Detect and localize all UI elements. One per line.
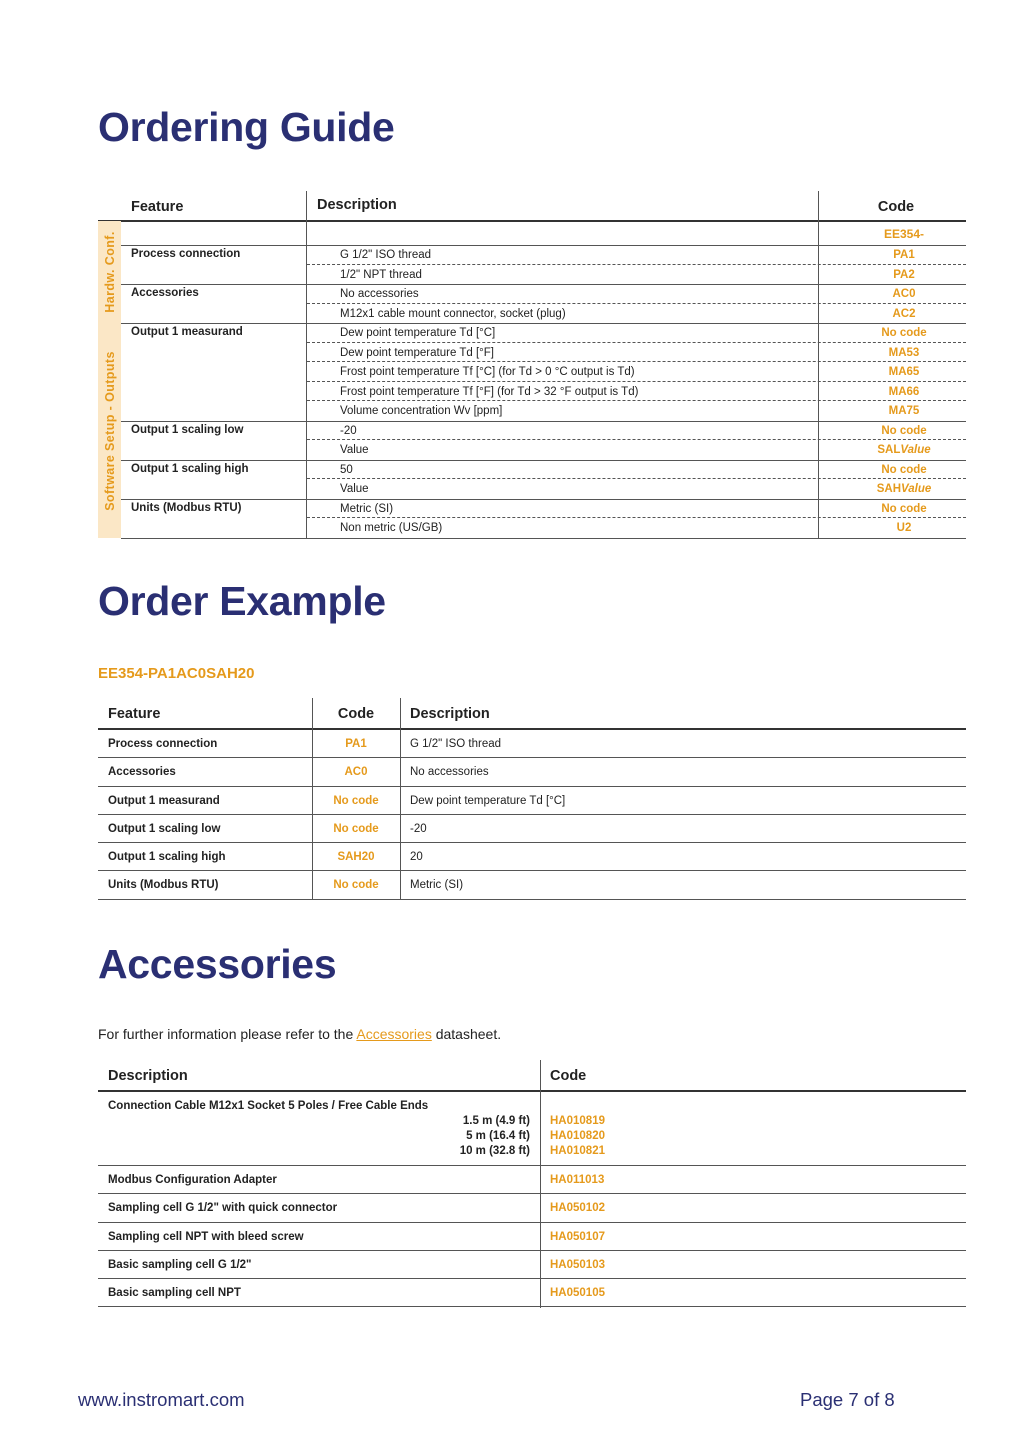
accessory-description: Sampling cell NPT with bleed screw: [108, 1230, 304, 1243]
example-description: G 1/2" ISO thread: [410, 738, 502, 750]
row-feature: Units (Modbus RTU): [131, 501, 242, 514]
ordering-row: [121, 460, 966, 480]
example-code: PA1: [345, 738, 367, 750]
row-code: No code: [881, 424, 927, 437]
accessory-code: HA050103: [550, 1258, 605, 1271]
sidebar-software: [98, 323, 121, 538]
accessory-description: Basic sampling cell NPT: [108, 1287, 241, 1300]
example-row: [98, 843, 966, 871]
accessory-description: Basic sampling cell G 1/2": [108, 1258, 252, 1271]
cable-length: 10 m (32.8 ft): [459, 1145, 530, 1157]
example-description: Dew point temperature Td [°C]: [410, 794, 566, 807]
row-code: SAHValue: [876, 483, 932, 495]
row-description: Value: [340, 483, 369, 495]
example-feature: Output 1 measurand: [108, 794, 220, 807]
intro-text-before: For further information please refer to the: [98, 1026, 357, 1042]
ordering-row: [121, 401, 966, 422]
example-row: [98, 787, 966, 815]
ordering-table-header: [98, 191, 966, 222]
accessories-datasheet-link[interactable]: Accessories: [356, 1026, 432, 1042]
row-code: AC0: [892, 288, 916, 300]
ordering-row: [121, 479, 966, 500]
cable-length: 5 m (16.4 ft): [466, 1130, 530, 1142]
accessory-code: HA050102: [550, 1202, 605, 1215]
accessories-intro: [98, 1026, 501, 1042]
row-code: MA65: [888, 366, 920, 378]
accessories-title: Accessories: [98, 941, 337, 987]
group-label-hardware: Hardw. Conf.: [102, 231, 117, 313]
ordering-row: [121, 323, 966, 343]
cable-code: HA010821: [550, 1145, 605, 1157]
cable-length: 1.5 m (4.9 ft): [462, 1115, 530, 1127]
row-description: Dew point temperature Td [°F]: [340, 346, 494, 359]
intro-text-after: datasheet.: [431, 1026, 502, 1042]
row-code: AC2: [892, 307, 916, 320]
example-code: AC0: [344, 766, 368, 779]
example-description: 20: [410, 851, 423, 864]
example-row: [98, 730, 966, 758]
example-description: No accessories: [410, 766, 489, 779]
example-description: Metric (SI): [410, 879, 464, 892]
cable-description: Connection Cable M12x1 Socket 5 Poles / Free Cable Ends: [108, 1100, 429, 1112]
example-row: [98, 758, 966, 786]
example-description: -20: [410, 822, 427, 835]
accessory-description: Modbus Configuration Adapter: [108, 1174, 277, 1186]
ordering-row: [121, 440, 966, 461]
header-feature: Feature: [131, 199, 184, 215]
base-code: EE354-: [883, 227, 925, 241]
footer-page-number: Page 7 of 8: [800, 1389, 895, 1410]
cable-row: [98, 1092, 966, 1166]
row-code: U2: [896, 522, 912, 534]
ordering-row: [121, 382, 966, 402]
cable-code: HA010820: [550, 1130, 605, 1142]
row-code: PA2: [893, 268, 915, 281]
example-header-feature: Feature: [108, 706, 161, 722]
row-description: No accessories: [340, 288, 419, 300]
row-code: No code: [881, 463, 927, 476]
example-table-header: [98, 698, 966, 730]
row-description: -20: [340, 424, 357, 437]
example-feature: Output 1 scaling low: [108, 822, 221, 835]
ordering-row: [121, 265, 966, 286]
row-code: SALValue: [877, 444, 931, 456]
row-feature: Output 1 scaling low: [131, 423, 244, 436]
row-code: No code: [881, 502, 927, 515]
example-code: SAH20: [337, 851, 375, 864]
row-code: MA53: [888, 346, 920, 359]
accessory-row: [98, 1279, 966, 1307]
ordering-guide-table: [98, 191, 966, 534]
group-label-software: Software Setup - Outputs: [102, 350, 117, 511]
example-feature: Process connection: [108, 738, 218, 750]
row-description: Frost point temperature Tf [°F] (for Td > 32 °F output is Td): [340, 385, 639, 398]
row-description: 1/2" NPT thread: [340, 268, 422, 281]
accessories-table-header: [98, 1060, 966, 1092]
ordering-row: [121, 245, 966, 265]
example-code: No code: [333, 879, 379, 892]
ordering-row: [121, 421, 966, 441]
order-example-title: Order Example: [98, 578, 386, 624]
row-description: 50: [340, 463, 353, 476]
row-description: Volume concentration Wv [ppm]: [340, 405, 503, 417]
example-feature: Units (Modbus RTU): [108, 879, 219, 892]
ordering-row: [121, 499, 966, 519]
cable-code: HA010819: [550, 1115, 605, 1127]
row-description: Metric (SI): [340, 502, 394, 515]
row-feature: Output 1 measurand: [131, 326, 243, 338]
example-row: [98, 815, 966, 843]
acc-header-code: Code: [550, 1068, 587, 1084]
accessory-row: [98, 1223, 966, 1251]
base-code-row: [121, 221, 966, 246]
header-code: Code: [877, 199, 915, 215]
example-feature: Output 1 scaling high: [108, 851, 226, 864]
accessories-table: [98, 1060, 966, 1307]
accessory-code: HA011013: [550, 1174, 605, 1186]
sidebar-hardware: [98, 221, 121, 323]
accessory-row: [98, 1166, 966, 1194]
example-header-code: Code: [337, 706, 375, 722]
row-feature: Accessories: [131, 287, 199, 299]
row-description: M12x1 cable mount connector, socket (plug): [340, 307, 566, 320]
row-description: G 1/2" ISO thread: [340, 249, 432, 261]
ordering-row: [121, 343, 966, 363]
example-header-description: Description: [410, 706, 490, 722]
order-example-table: [98, 698, 966, 900]
example-code: No code: [333, 794, 379, 807]
ordering-guide-title: Ordering Guide: [98, 104, 395, 150]
example-row: [98, 871, 966, 899]
accessory-code: HA050107: [550, 1230, 605, 1243]
accessory-row: [98, 1251, 966, 1279]
ordering-row: [121, 284, 966, 304]
footer-website[interactable]: www.instromart.com: [78, 1389, 245, 1410]
accessory-row: [98, 1194, 966, 1222]
row-code: PA1: [893, 249, 915, 261]
row-feature: Process connection: [131, 248, 241, 260]
row-description: Value: [340, 444, 369, 456]
example-code: No code: [333, 822, 379, 835]
row-feature: Output 1 scaling high: [131, 462, 249, 475]
acc-header-description: Description: [108, 1068, 188, 1084]
accessory-description: Sampling cell G 1/2" with quick connector: [108, 1202, 338, 1215]
row-description: Dew point temperature Td [°C]: [340, 327, 496, 339]
header-description: Description: [317, 197, 397, 213]
accessory-code: HA050105: [550, 1287, 605, 1300]
row-code: No code: [881, 327, 927, 339]
ordering-row: [121, 304, 966, 325]
row-description: Non metric (US/GB): [340, 522, 443, 534]
example-feature: Accessories: [108, 766, 176, 779]
row-description: Frost point temperature Tf [°C] (for Td > 0 °C output is Td): [340, 366, 635, 378]
row-code: MA66: [888, 385, 920, 398]
order-example-code: EE354-PA1AC0SAH20: [98, 665, 255, 682]
row-code: MA75: [888, 405, 920, 417]
ordering-row: [121, 518, 966, 539]
ordering-row: [121, 362, 966, 382]
